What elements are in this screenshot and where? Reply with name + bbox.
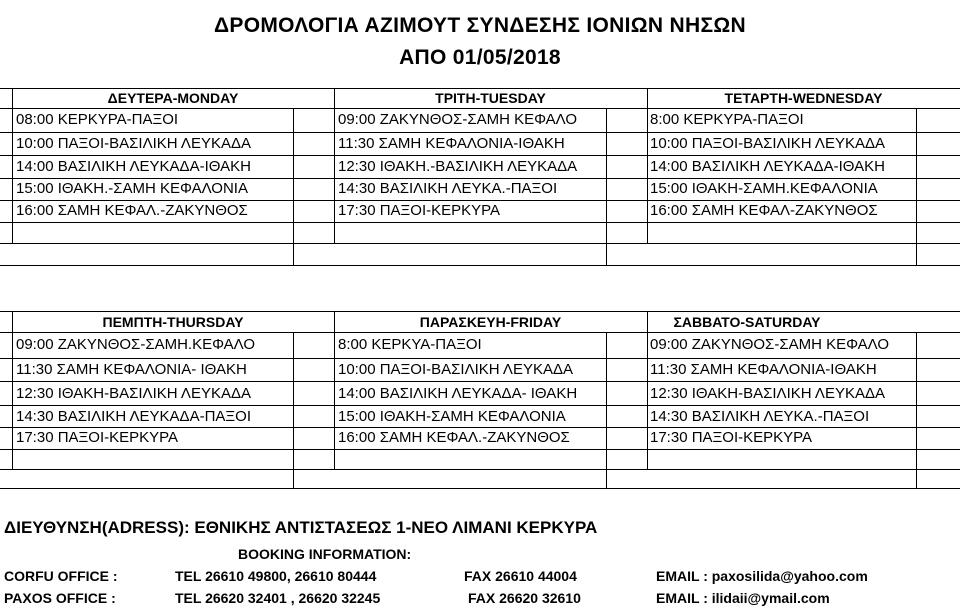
- schedule-grid-week1: [0, 88, 960, 266]
- office-email: EMAIL : ilidaii@ymail.com: [656, 590, 830, 606]
- route-cell: 09:00 ΖΑΚΥΝΘΟΣ-ΣΑΜΗ ΚΕΦΑΛΟ: [650, 336, 890, 353]
- office-tel: TEL 26620 32401 , 26620 32245: [175, 590, 381, 606]
- office-name: CORFU OFFICE :: [4, 568, 118, 584]
- route-cell: 14:00 ΒΑΣΙΛΙΚΗ ΛΕΥΚΑΔΑ-ΙΘΑΚΗ: [16, 158, 251, 175]
- route-cell: 10:00 ΠΑΞΟΙ-ΒΑΣΙΛΙΚΗ ΛΕΥΚΑΔΑ: [650, 135, 885, 152]
- route-cell: 12:30 ΙΘΑΚΗ-ΒΑΣΙΛΙΚΗ ΛΕΥΚΑΔΑ: [16, 385, 251, 402]
- route-cell: 14:30 ΒΑΣΙΛΙΚΗ ΛΕΥΚΑ.-ΠΑΞΟΙ: [650, 408, 870, 425]
- route-cell: 15:00 ΙΘΑΚΗ-ΣΑΜΗ ΚΕΦΑΛΟΝΙΑ: [338, 408, 566, 425]
- route-cell: 10:00 ΠΑΞΟΙ-ΒΑΣΙΛΙΚΗ ΛΕΥΚΑΔΑ: [16, 135, 251, 152]
- route-cell: 8:00 ΚΕΡΚΥΑ-ΠΑΞΟΙ: [338, 336, 482, 353]
- route-cell: 16:00 ΣΑΜΗ ΚΕΦΑΛ.-ΖΑΚΥΝΘΟΣ: [16, 202, 248, 219]
- route-cell: 12:30 ΙΘΑΚΗ-ΒΑΣΙΛΙΚΗ ΛΕΥΚΑΔΑ: [650, 385, 885, 402]
- address-line: ΔΙΕΥΘΥΝΣΗ(ADRESS): ΕΘΝΙΚΗΣ ΑΝΤΙΣΤΑΣΕΩΣ 1-ΝΕΟ ΛΙΜΑΝΙ ΚΕΡΚΥΡΑ: [4, 518, 598, 537]
- booking-info-heading: BOOKING INFORMATION:: [238, 546, 412, 562]
- page-subtitle-date: ΑΠΟ 01/05/2018: [399, 46, 561, 69]
- route-cell: 8:00 ΚΕΡΚΥΡΑ-ΠΑΞΟΙ: [650, 111, 804, 128]
- route-cell: 12:30 ΙΘΑΚΗ.-ΒΑΣΙΛΙΚΗ ΛΕΥΚΑΔΑ: [338, 158, 578, 175]
- route-cell: 11:30 ΣΑΜΗ ΚΕΦΑΛΟΝΙΑ- ΙΘΑΚΗ: [16, 361, 247, 378]
- route-cell: 16:00 ΣΑΜΗ ΚΕΦΑΛ-ΖΑΚΥΝΘΟΣ: [650, 202, 878, 219]
- day-header-saturday: ΣΑΒΒΑΤΟ-SATURDAY: [673, 314, 821, 330]
- route-cell: 14:30 ΒΑΣΙΛΙΚΗ ΛΕΥΚΑ.-ΠΑΞΟΙ: [338, 180, 558, 197]
- office-email: EMAIL : paxosilida@yahoo.com: [656, 568, 868, 584]
- route-cell: 14:00 ΒΑΣΙΛΙΚΗ ΛΕΥΚΑΔΑ-ΙΘΑΚΗ: [650, 158, 885, 175]
- route-cell: 11:30 ΣΑΜΗ ΚΕΦΑΛΟΝΙΑ-ΙΘΑΚΗ: [338, 135, 565, 152]
- office-fax: FAX 26610 44004: [464, 568, 577, 584]
- route-cell: 09:00 ΖΑΚΥΝΘΟΣ-ΣΑΜΗ.ΚΕΦΑΛΟ: [16, 336, 256, 353]
- schedule-grid-week2: [0, 311, 960, 489]
- page-title: ΔΡΟΜΟΛΟΓΙΑ ΑΖΙΜΟΥΤ ΣΥΝΔΕΣΗΣ ΙΟΝΙΩΝ ΝΗΣΩΝ: [214, 14, 746, 37]
- route-cell: 17:30 ΠΑΞΟΙ-ΚΕΡΚΥΡΑ: [16, 429, 179, 446]
- route-cell: 15:00 ΙΘΑΚΗ.-ΣΑΜΗ ΚΕΦΑΛΟΝΙΑ: [16, 180, 248, 197]
- route-cell: 17:30 ΠΑΞΟΙ-ΚΕΡΚΥΡΑ: [338, 202, 501, 219]
- day-header-tuesday: ΤΡΙΤΗ-TUESDAY: [435, 90, 546, 106]
- route-cell: 17:30 ΠΑΞΟΙ-ΚΕΡΚΥΡΑ: [650, 429, 813, 446]
- route-cell: 15:00 ΙΘΑΚΗ-ΣΑΜΗ.ΚΕΦΑΛΟΝΙΑ: [650, 180, 878, 197]
- route-cell: 16:00 ΣΑΜΗ ΚΕΦΑΛ.-ΖΑΚΥΝΘΟΣ: [338, 429, 570, 446]
- route-cell: 08:00 ΚΕΡΚΥΡΑ-ΠΑΞΟΙ: [16, 111, 179, 128]
- day-header-friday: ΠΑΡΑΣΚΕΥΗ-FRIDAY: [419, 314, 562, 330]
- office-name: PAXOS OFFICE :: [4, 590, 116, 606]
- route-cell: 14:30 ΒΑΣΙΛΙΚΗ ΛΕΥΚΑΔΑ-ΠΑΞΟΙ: [16, 408, 251, 425]
- route-cell: 11:30 ΣΑΜΗ ΚΕΦΑΛΟΝΙΑ-ΙΘΑΚΗ: [650, 361, 877, 378]
- route-cell: 14:00 ΒΑΣΙΛΙΚΗ ΛΕΥΚΑΔΑ- ΙΘΑΚΗ: [338, 385, 578, 402]
- route-cell: 09:00 ΖΑΚΥΝΘΟΣ-ΣΑΜΗ ΚΕΦΑΛΟ: [338, 111, 578, 128]
- office-tel: TEL 26610 49800, 26610 80444: [175, 568, 377, 584]
- day-header-thursday: ΠΕΜΠΤΗ-THURSDAY: [102, 314, 244, 330]
- office-fax: FAX 26620 32610: [468, 590, 581, 606]
- day-header-monday: ΔΕΥΤΕΡΑ-MONDAY: [107, 90, 239, 106]
- day-header-wednesday: ΤΕΤΑΡΤΗ-WEDNESDAY: [724, 90, 883, 106]
- route-cell: 10:00 ΠΑΞΟΙ-ΒΑΣΙΛΙΚΗ ΛΕΥΚΑΔΑ: [338, 361, 573, 378]
